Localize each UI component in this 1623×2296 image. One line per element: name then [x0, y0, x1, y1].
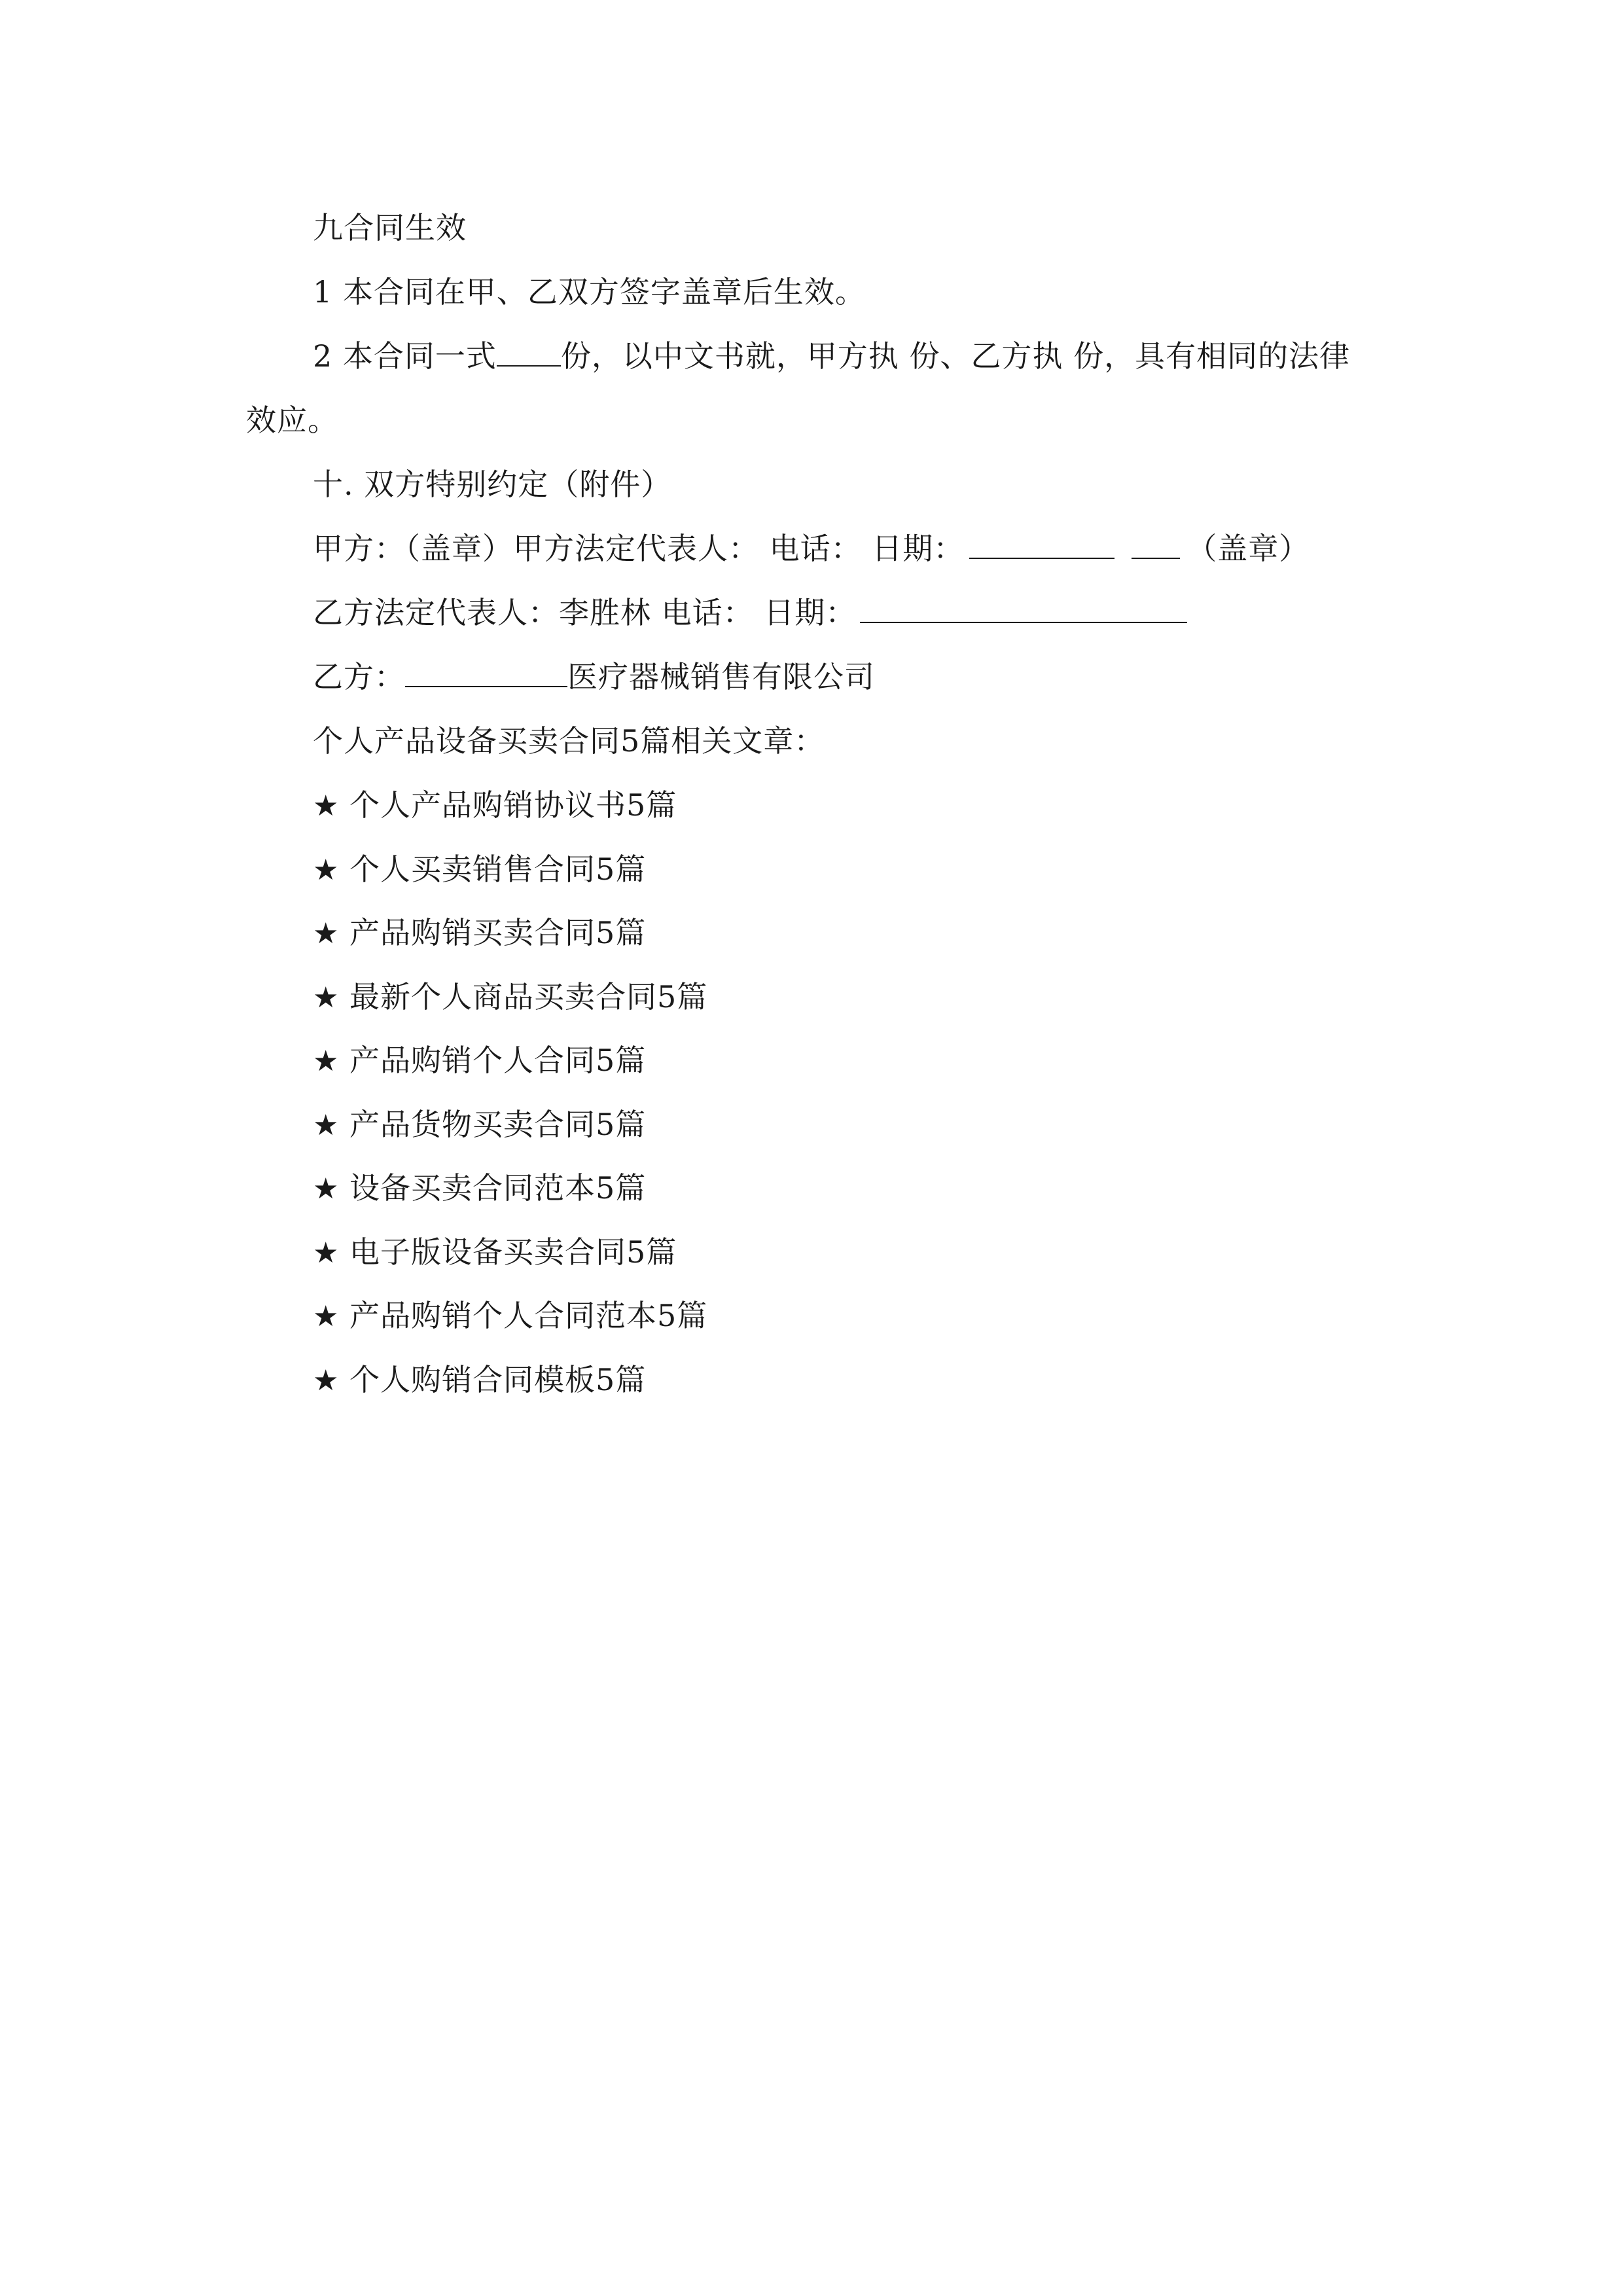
related-article-title: 产品购销买卖合同5篇 — [349, 915, 647, 950]
related-article-title: 个人购销合同模板5篇 — [349, 1362, 647, 1397]
star-bullet-icon: ★ — [313, 1236, 340, 1270]
star-bullet-icon: ★ — [313, 1045, 340, 1078]
party-b-label: 乙方： — [313, 659, 405, 694]
section-ten-heading: 十. 双方特别约定（附件） — [313, 467, 672, 502]
related-article-link[interactable] — [313, 1360, 646, 1401]
related-article-title: 设备买卖合同范本5篇 — [349, 1170, 647, 1206]
clause-2-part2: 份，以中文书就，甲方执 份、乙方执 份，具有相同的法律 — [560, 338, 1351, 374]
related-article-link[interactable] — [313, 1168, 646, 1209]
star-bullet-icon: ★ — [313, 981, 340, 1014]
party-a-extra-blank — [1132, 530, 1180, 559]
clause-2-continuation: 效应。 — [246, 403, 338, 438]
related-article-title: 电子版设备买卖合同5篇 — [349, 1234, 677, 1270]
party-a-date-blank — [969, 530, 1115, 559]
clause-1: 1 本合同在甲、乙双方签字盖章后生效。 — [313, 274, 866, 310]
related-article-link[interactable] — [313, 785, 677, 826]
related-article-title: 个人产品购销协议书5篇 — [349, 787, 677, 823]
star-bullet-icon: ★ — [313, 1364, 340, 1397]
clause-2-part1: 2 本合同一式 — [313, 338, 497, 374]
related-article-title: 最新个人商品买卖合同5篇 — [349, 979, 708, 1014]
party-a-text: 甲方：（盖章）甲方法定代表人： 电话： 日期： — [313, 531, 965, 566]
related-article-link[interactable] — [313, 1232, 677, 1273]
related-article-title: 产品货物买卖合同5篇 — [349, 1107, 647, 1142]
star-bullet-icon: ★ — [313, 1172, 340, 1206]
related-article-link[interactable] — [313, 977, 707, 1018]
party-b-rep-text: 乙方法定代表人：李胜林 电话： 日期： — [313, 595, 857, 630]
star-bullet-icon: ★ — [313, 1300, 340, 1333]
star-bullet-icon: ★ — [313, 1109, 340, 1142]
party-b-company: 医疗器械销售有限公司 — [567, 659, 875, 694]
related-article-link[interactable] — [313, 850, 646, 890]
party-a-signature-line — [313, 529, 1310, 568]
related-article-link[interactable] — [313, 1296, 707, 1336]
related-article-title: 产品购销个人合同5篇 — [349, 1043, 647, 1078]
related-heading: 个人产品设备买卖合同5篇相关文章： — [313, 723, 825, 759]
related-article-link[interactable] — [313, 913, 646, 954]
party-a-seal: （盖章） — [1186, 531, 1310, 566]
copies-blank — [497, 338, 561, 367]
related-article-link[interactable] — [313, 1041, 646, 1081]
star-bullet-icon: ★ — [313, 853, 340, 887]
star-bullet-icon: ★ — [313, 789, 340, 823]
party-b-line — [313, 657, 875, 696]
related-article-title: 个人买卖销售合同5篇 — [349, 852, 647, 887]
section-nine-heading: 九合同生效 — [313, 210, 467, 245]
party-b-rep-line — [313, 593, 1187, 632]
related-article-title: 产品购销个人合同范本5篇 — [349, 1298, 708, 1333]
party-b-name-blank — [405, 658, 567, 687]
clause-2 — [313, 336, 1350, 376]
related-article-link[interactable] — [313, 1105, 646, 1145]
party-b-date-blank — [860, 594, 1187, 623]
star-bullet-icon: ★ — [313, 917, 340, 950]
